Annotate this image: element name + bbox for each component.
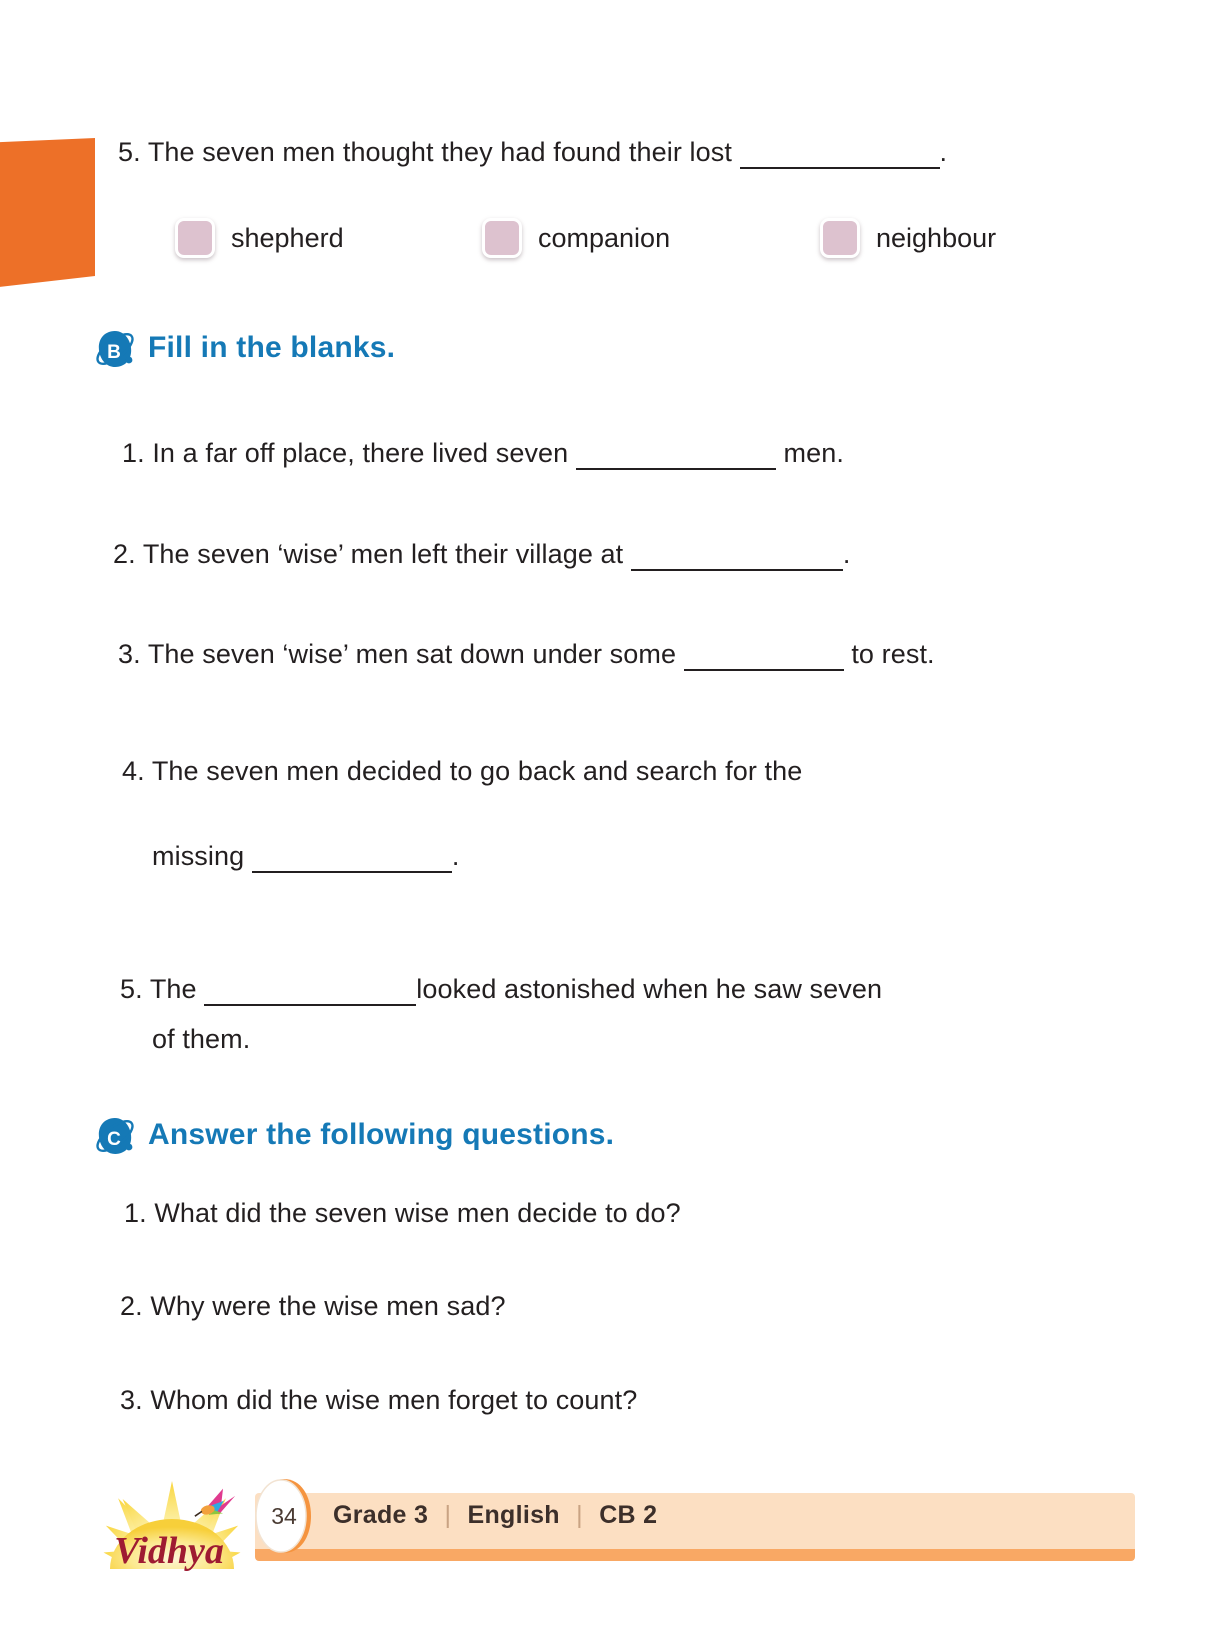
option-label: companion	[538, 222, 671, 253]
question-text-before: The seven ‘wise’ men left their village at	[142, 539, 624, 569]
checkbox-icon[interactable]	[820, 218, 860, 258]
option-neighbour[interactable]	[820, 218, 996, 258]
section-b-question-4	[122, 755, 802, 789]
question-number: 2.	[113, 539, 136, 569]
question-text-after: looked astonished when he saw seven	[416, 974, 883, 1004]
page-number-badge	[253, 1477, 315, 1555]
question-text: What did the seven wise men decide to do?	[154, 1198, 681, 1228]
option-label: shepherd	[231, 222, 344, 253]
question-a5	[118, 136, 947, 172]
question-a5-text: The seven men thought they had found their lost	[147, 137, 732, 167]
footer-book: CB 2	[599, 1501, 658, 1529]
question-text: Why were the wise men sad?	[150, 1291, 506, 1321]
question-text-after: .	[842, 539, 851, 569]
question-text-line2: missing	[152, 841, 245, 871]
section-b-question-1	[122, 437, 844, 473]
footer-bar-stripe	[255, 1549, 1135, 1561]
logo-wordmark: Vidhya	[114, 1530, 224, 1572]
section-c-title: Answer the following questions.	[148, 1118, 615, 1151]
question-number: 2.	[120, 1291, 143, 1321]
question-number: 3.	[120, 1385, 143, 1415]
answer-blank[interactable]	[252, 837, 452, 873]
question-number: 5.	[120, 974, 143, 1004]
svg-text:B: B	[107, 342, 121, 363]
answer-blank[interactable]	[576, 434, 776, 470]
answer-blank[interactable]	[684, 635, 844, 671]
section-b-title: Fill in the blanks.	[148, 331, 396, 364]
question-text-before: In a far off place, there lived seven	[152, 438, 569, 468]
question-text: Whom did the wise men forget to count?	[150, 1385, 638, 1415]
question-text-before: The seven men decided to go back and search for the	[151, 756, 803, 786]
svg-text:C: C	[107, 1129, 121, 1150]
option-choices	[175, 218, 1075, 270]
question-text-line2-after: .	[451, 841, 460, 871]
answer-blank[interactable]	[631, 535, 843, 571]
question-number: 1.	[124, 1198, 147, 1228]
section-c-question-3	[120, 1384, 637, 1418]
section-c-header	[92, 1112, 614, 1158]
question-number: 3.	[118, 639, 141, 669]
atom-badge-icon	[92, 1113, 138, 1159]
vidhya-logo	[85, 1463, 260, 1598]
option-shepherd[interactable]	[175, 218, 344, 258]
orange-tab-decoration	[0, 138, 95, 288]
section-c-question-1	[124, 1197, 681, 1231]
section-c-question-2	[120, 1290, 506, 1324]
page-number: 34	[271, 1502, 297, 1529]
question-a5-number: 5.	[118, 137, 141, 167]
footer-separator: |	[444, 1501, 452, 1529]
answer-blank[interactable]	[204, 970, 416, 1006]
section-b-question-4-line2	[152, 840, 459, 876]
question-number: 1.	[122, 438, 145, 468]
question-text-before: The seven ‘wise’ men sat down under some	[147, 639, 677, 669]
section-b-header	[92, 325, 395, 371]
footer-meta	[333, 1501, 657, 1530]
question-text-line2: of them.	[152, 1024, 251, 1054]
answer-blank[interactable]	[740, 133, 940, 169]
footer-subject: English	[467, 1501, 560, 1529]
checkbox-icon[interactable]	[175, 218, 215, 258]
question-text-before: The	[149, 974, 197, 1004]
section-b-question-2	[113, 538, 850, 574]
checkbox-icon[interactable]	[482, 218, 522, 258]
section-b-question-5	[120, 973, 882, 1009]
section-b-question-3	[118, 638, 935, 674]
question-number: 4.	[122, 756, 145, 786]
question-a5-period: .	[939, 137, 948, 167]
section-b-question-5-line2	[152, 1023, 250, 1057]
option-label: neighbour	[876, 222, 997, 253]
option-companion[interactable]	[482, 218, 670, 258]
question-text-after: men.	[783, 438, 844, 468]
atom-badge-icon	[92, 326, 138, 372]
footer-separator: |	[576, 1501, 583, 1529]
footer-grade: Grade 3	[333, 1501, 429, 1529]
question-text-after: to rest.	[851, 639, 935, 669]
